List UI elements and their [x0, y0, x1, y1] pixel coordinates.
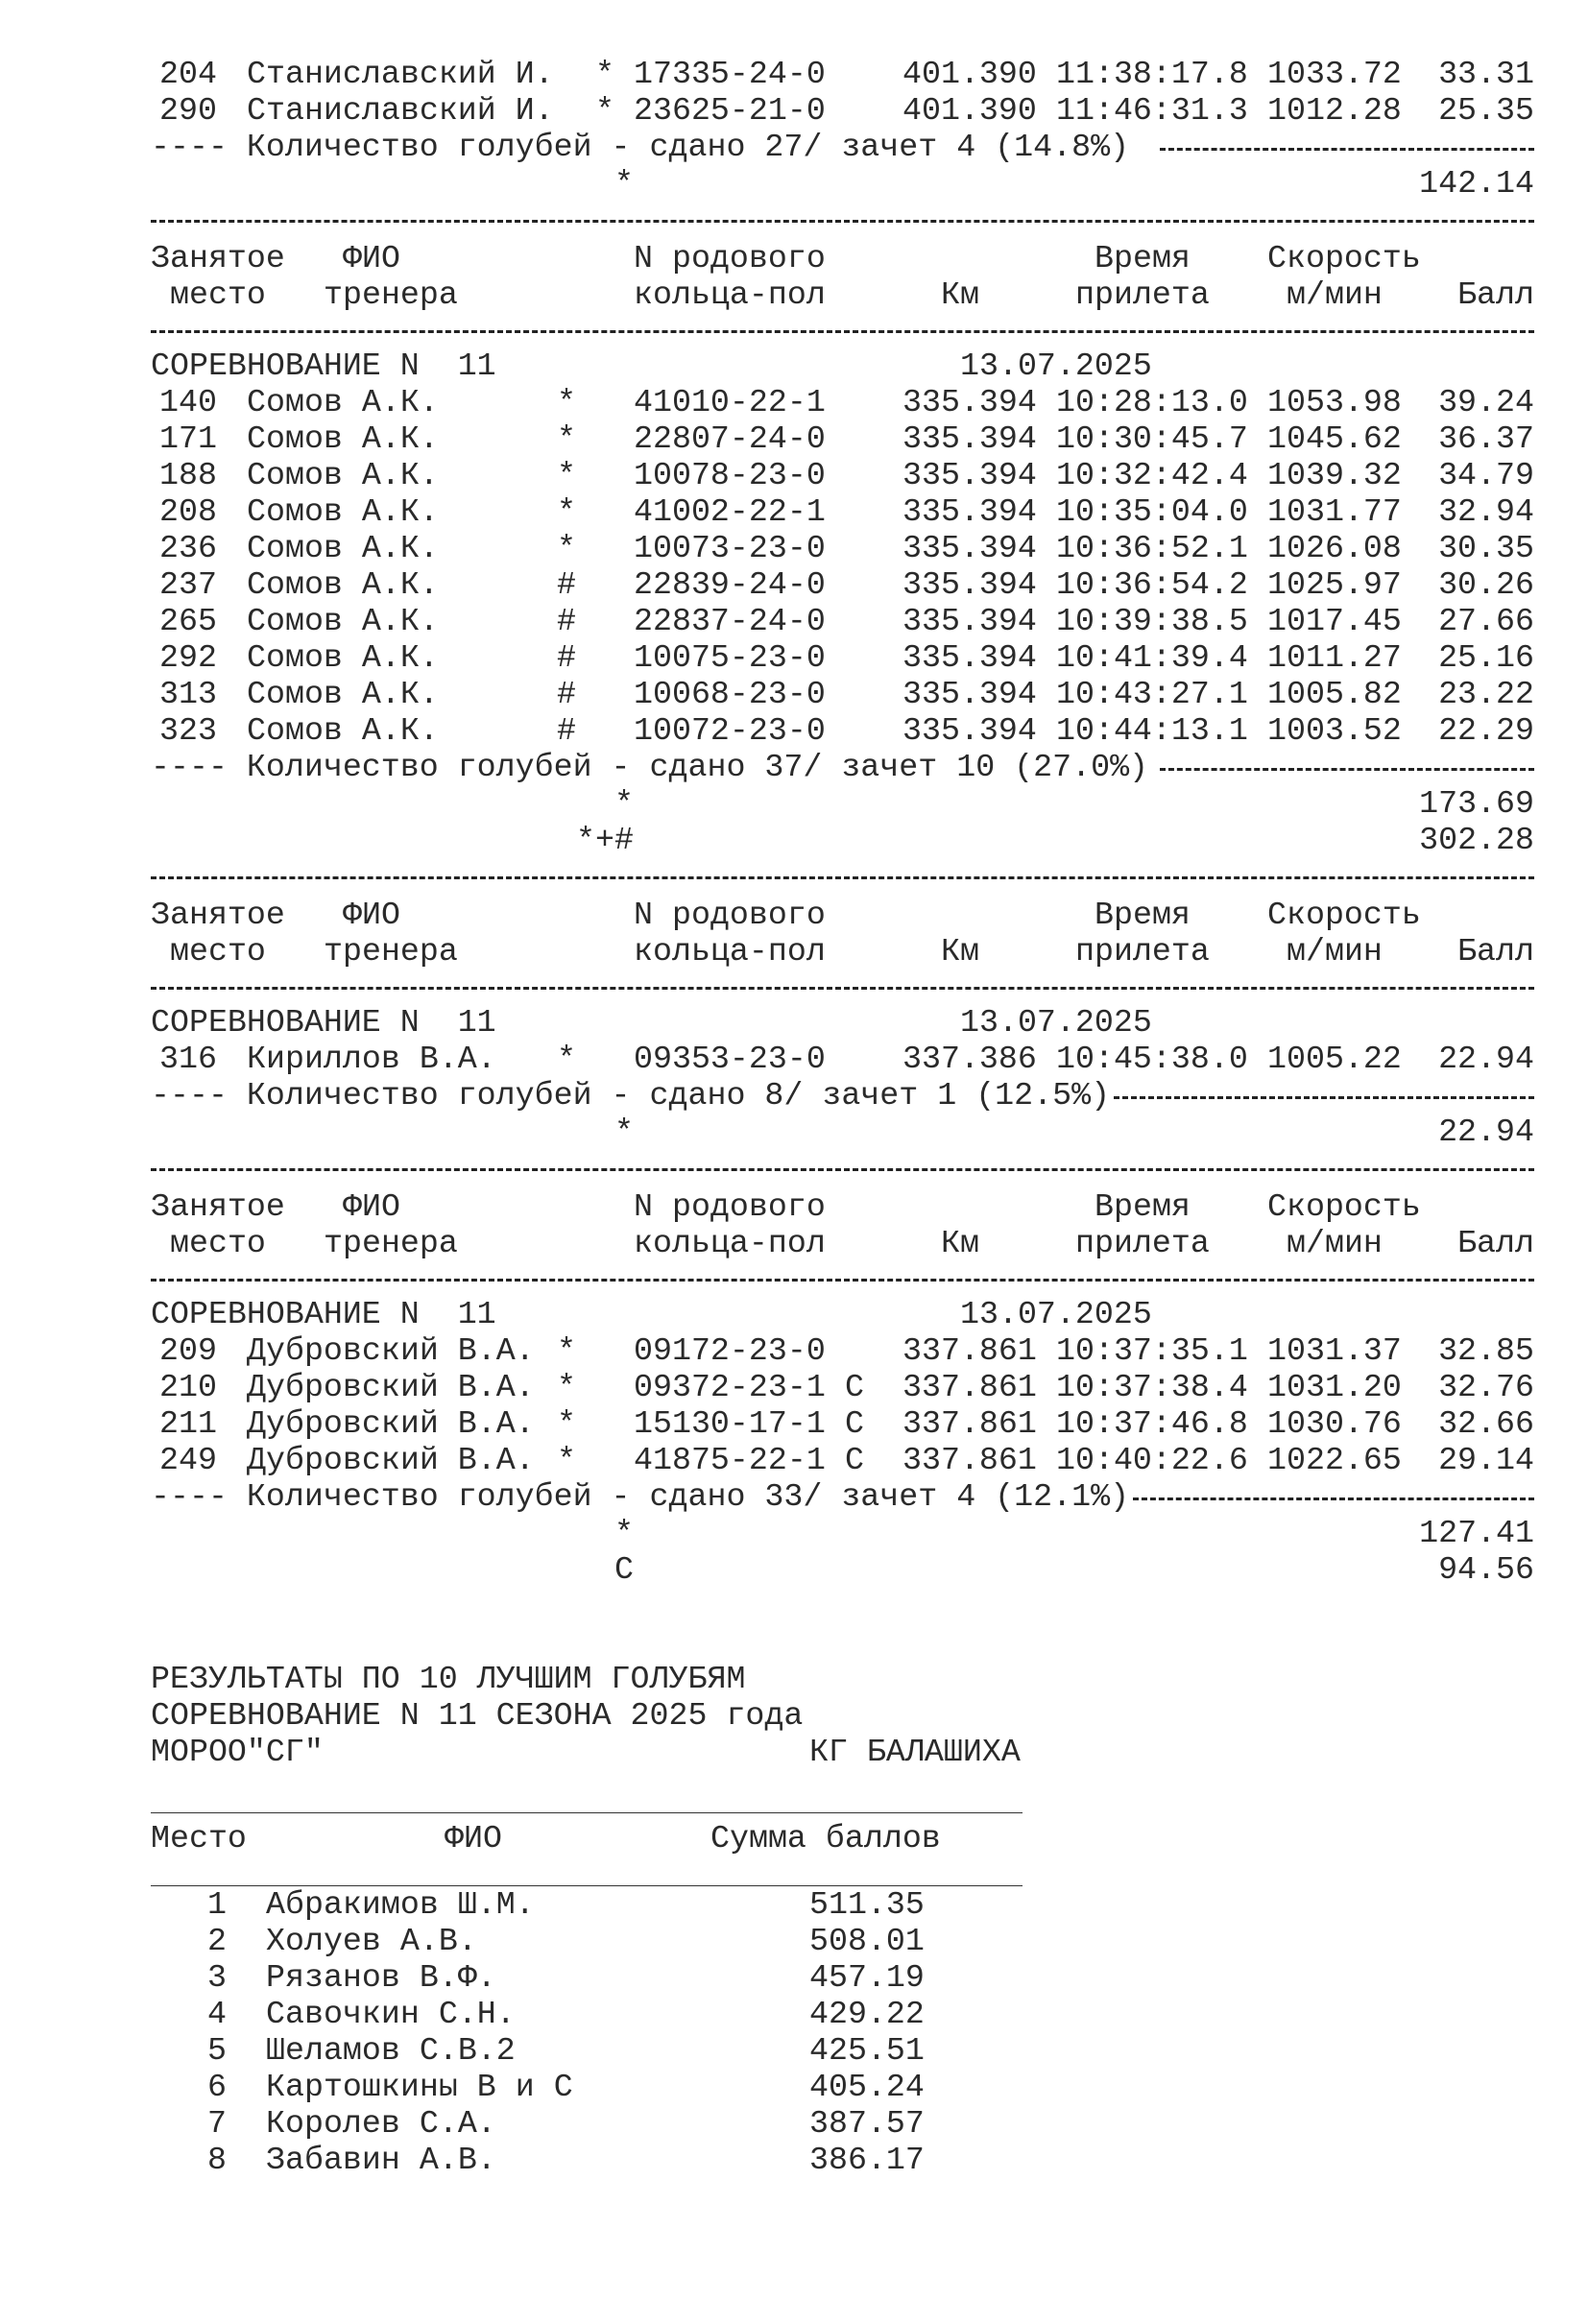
competition-line: СОРЕВНОВАНИЕ N 11 13.07.2025	[151, 347, 1152, 384]
best10-header: Место ФИО Сумма баллов	[151, 1820, 941, 1857]
best10-org-line: МОРОО"СГ" КГ БАЛАШИХА	[151, 1734, 1021, 1770]
group-summary-line: ---- Количество голубей - сдано 27/ зачет 4 (14.8%)	[0, 129, 1588, 165]
column-header-line-1: Занятое ФИО N родового Время Скорость	[151, 1188, 1421, 1225]
dashed-rule	[1133, 1497, 1534, 1500]
table-rule	[151, 1812, 1023, 1813]
dashed-rule	[151, 876, 1534, 879]
result-row: 210 Дубровский В.А. * 09372-23-1 С 337.861 10:37:38.4 1031.20 32.76	[159, 1369, 1534, 1405]
result-row: 265 Сомов А.К. # 22837-24-0 335.394 10:39:38.5 1017.45 27.66	[159, 603, 1534, 639]
result-row: 236 Сомов А.К. * 10073-23-0 335.394 10:36:52.1 1026.08 30.35	[159, 530, 1534, 566]
column-header-line-1: Занятое ФИО N родового Время Скорость	[151, 897, 1421, 933]
best10-row: 1 Абракимов Ш.М. 511.35	[207, 1886, 925, 1923]
best10-title: РЕЗУЛЬТАТЫ ПО 10 ЛУЧШИМ ГОЛУБЯМ	[151, 1661, 746, 1697]
best10-row: 8 Забавин А.В. 386.17	[207, 2142, 925, 2178]
result-row: 140 Сомов А.К. * 41010-22-1 335.394 10:28:13.0 1053.98 39.24	[159, 384, 1534, 420]
result-row: 292 Сомов А.К. # 10075-23-0 335.394 10:41:39.4 1011.27 25.16	[159, 639, 1534, 676]
best10-row: 6 Картошкины В и С 405.24	[207, 2069, 925, 2105]
best10-row: 2 Холуев А.В. 508.01	[207, 1923, 925, 1959]
result-row: 323 Сомов А.К. # 10072-23-0 335.394 10:44:13.1 1003.52 22.29	[159, 712, 1534, 749]
group-total-line: С 94.56	[614, 1551, 1534, 1588]
best10-row: 5 Шеламов С.В.2 425.51	[207, 2032, 925, 2069]
column-header-line-2: место тренера кольца-пол Км прилета м/мин Балл	[170, 1225, 1534, 1261]
result-row: 208 Сомов А.К. * 41002-22-1 335.394 10:35:04.0 1031.77 32.94	[159, 493, 1534, 530]
dashed-rule	[151, 220, 1534, 223]
dashed-rule	[151, 1168, 1534, 1171]
result-row: 171 Сомов А.К. * 22807-24-0 335.394 10:30:45.7 1045.62 36.37	[159, 420, 1534, 457]
column-header-line-2: место тренера кольца-пол Км прилета м/мин Балл	[170, 276, 1534, 313]
best10-row: 7 Королев С.А. 387.57	[207, 2105, 925, 2142]
competition-line: СОРЕВНОВАНИЕ N 11 13.07.2025	[151, 1296, 1152, 1332]
result-row: 188 Сомов А.К. * 10078-23-0 335.394 10:32:42.4 1039.32 34.79	[159, 457, 1534, 493]
group-total-line: *+# 302.28	[576, 822, 1534, 858]
best10-row: 3 Рязанов В.Ф. 457.19	[207, 1959, 925, 1996]
group-total-line: * 142.14	[614, 165, 1534, 202]
group-summary-line: ---- Количество голубей - сдано 37/ зачет 10 (27.0%)	[0, 749, 1588, 785]
best10-row: 4 Савочкин С.Н. 429.22	[207, 1996, 925, 2032]
column-header-line-2: место тренера кольца-пол Км прилета м/мин Балл	[170, 933, 1534, 970]
dashed-rule	[151, 1279, 1534, 1282]
dashed-rule	[151, 987, 1534, 990]
result-row: 237 Сомов А.К. # 22839-24-0 335.394 10:36:54.2 1025.97 30.26	[159, 566, 1534, 603]
result-row: 316 Кириллов В.А. * 09353-23-0 337.386 10:45:38.0 1005.22 22.94	[159, 1041, 1534, 1077]
result-row: 204 Станиславский И. * 17335-24-0 401.390 11:38:17.8 1033.72 33.31	[159, 56, 1534, 92]
dashed-rule	[1160, 148, 1534, 151]
result-row: 313 Сомов А.К. # 10068-23-0 335.394 10:43:27.1 1005.82 23.22	[159, 676, 1534, 712]
result-row: 290 Станиславский И. * 23625-21-0 401.390 11:46:31.3 1012.28 25.35	[159, 92, 1534, 129]
competition-line: СОРЕВНОВАНИЕ N 11 13.07.2025	[151, 1004, 1152, 1041]
group-summary-line: ---- Количество голубей - сдано 33/ зачет 4 (12.1%)	[0, 1478, 1588, 1515]
result-row: 209 Дубровский В.А. * 09172-23-0 337.861 10:37:35.1 1031.37 32.85	[159, 1332, 1534, 1369]
column-header-line-1: Занятое ФИО N родового Время Скорость	[151, 240, 1421, 276]
result-row: 249 Дубровский В.А. * 41875-22-1 С 337.861 10:40:22.6 1022.65 29.14	[159, 1442, 1534, 1478]
best10-subtitle: СОРЕВНОВАНИЕ N 11 СЕЗОНА 2025 года	[151, 1697, 804, 1734]
dashed-rule	[1114, 1096, 1534, 1099]
group-total-line: * 173.69	[614, 785, 1534, 822]
result-row: 211 Дубровский В.А. * 15130-17-1 С 337.861 10:37:46.8 1030.76 32.66	[159, 1405, 1534, 1442]
dashed-rule	[151, 330, 1534, 333]
group-total-line: * 127.41	[614, 1515, 1534, 1551]
dashed-rule	[1160, 768, 1534, 771]
group-summary-line: ---- Количество голубей - сдано 8/ зачет 1 (12.5%)	[0, 1077, 1588, 1114]
group-total-line: * 22.94	[614, 1114, 1534, 1150]
